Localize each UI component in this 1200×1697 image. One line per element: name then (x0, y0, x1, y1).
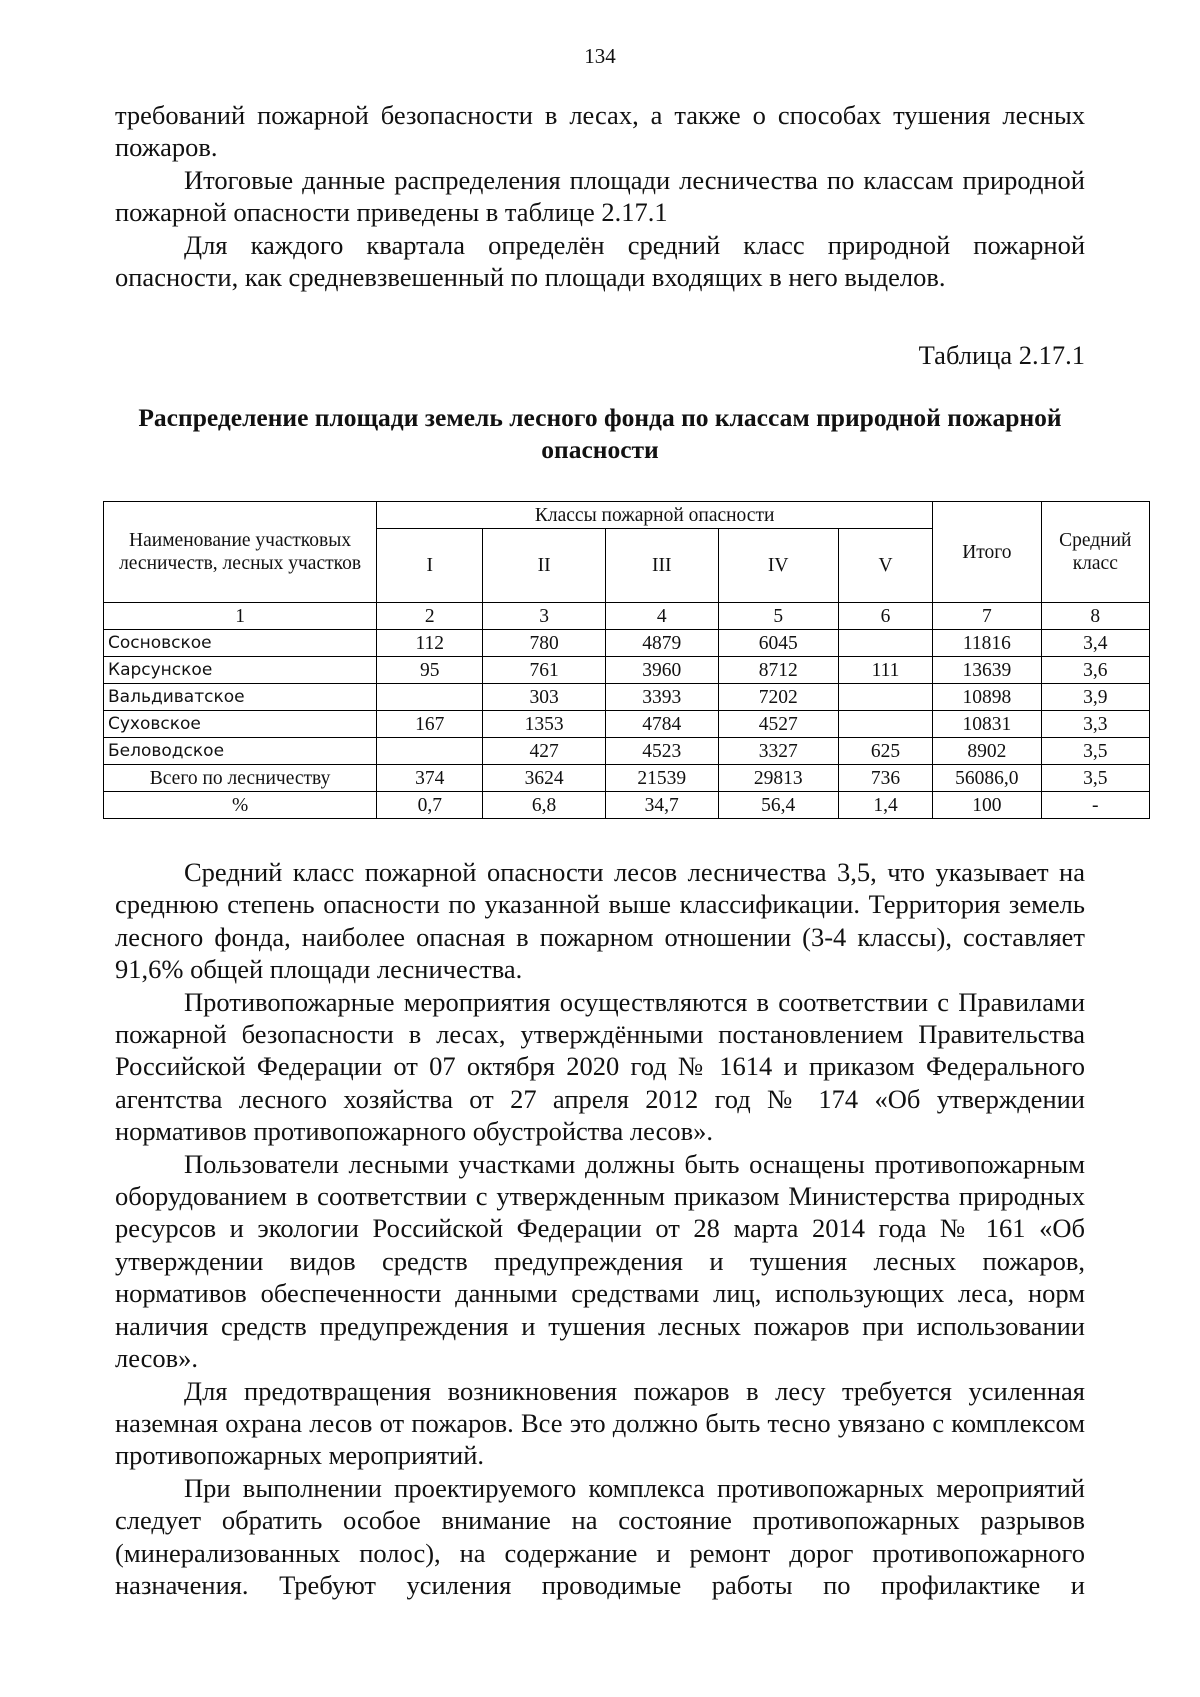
table-cell: 3624 (483, 765, 605, 792)
paragraph: Для каждого квартала определён средний класс природной пожарной опасности, как средневзвешенный по площади входящих в него выделов. (115, 229, 1085, 293)
row-name-cell: Беловодское (104, 738, 377, 765)
table-cell: 95 (377, 657, 483, 684)
fire-class-table (103, 501, 1150, 819)
paragraph: Противопожарные мероприятия осуществляются в соответствии с Правилами пожарной безопасности в лесах, утверждёнными постановлением Правительства Российской Федерации от 07 октября 2020 год № 1614 и приказом Федерального агентства лесного хозяйства от 27 апреля 2012 год № 174 «Об утверждении нормативов противопожарного обустройства лесов». (115, 986, 1085, 1147)
col-number-cell: 3 (483, 603, 605, 630)
table-cell: 29813 (718, 765, 838, 792)
table-cell: 112 (377, 630, 483, 657)
table-cell: 8712 (718, 657, 838, 684)
table-cell: 10898 (933, 684, 1041, 711)
table-cell: 427 (483, 738, 605, 765)
table-title: Распределение площади земель лесного фонда по классам природной пожарной опасности (138, 403, 1062, 464)
row-name-cell: % (104, 792, 377, 819)
table-cell: 1,4 (838, 792, 932, 819)
table-cell: 100 (933, 792, 1041, 819)
paragraph: Итоговые данные распределения площади лесничества по классам природной пожарной опасности приведены в таблице 2.17.1 (115, 164, 1085, 228)
class-label-cell: I (377, 529, 483, 603)
table-row (104, 657, 1150, 684)
table-row (104, 630, 1150, 657)
paragraph: требований пожарной безопасности в лесах, а также о способах тушения лесных пожаров. (115, 100, 1085, 163)
row-name-cell: Суховское (104, 711, 377, 738)
table-cell: 303 (483, 684, 605, 711)
table-cell: 780 (483, 630, 605, 657)
table-cell: 3,6 (1041, 657, 1149, 684)
table-cell: 21539 (605, 765, 718, 792)
table-cell: 4879 (605, 630, 718, 657)
table-row (104, 684, 1150, 711)
table-row (104, 738, 1150, 765)
row-name-cell: Всего по лесничеству (104, 765, 377, 792)
table-cell: 374 (377, 765, 483, 792)
table-cell: 10831 (933, 711, 1041, 738)
table-cell: 3,3 (1041, 711, 1149, 738)
table-cell: 0,7 (377, 792, 483, 819)
table-cell: 3960 (605, 657, 718, 684)
table-cell: 3393 (605, 684, 718, 711)
table-cell: 761 (483, 657, 605, 684)
table-cell: 56,4 (718, 792, 838, 819)
table-cell: 8902 (933, 738, 1041, 765)
table-caption: Таблица 2.17.1 (918, 340, 1085, 370)
col-number-cell: 1 (104, 603, 377, 630)
table-cell: 7202 (718, 684, 838, 711)
row-name-cell: Карсунское (104, 657, 377, 684)
row-name-cell: Сосновское (104, 630, 377, 657)
table-cell: 13639 (933, 657, 1041, 684)
table-cell: 6045 (718, 630, 838, 657)
class-label-cell: V (838, 529, 932, 603)
table-cell: 3,5 (1041, 738, 1149, 765)
body-text (115, 856, 1085, 1601)
paragraph: Пользователи лесными участками должны быть оснащены противопожарным оборудованием в соответствии с утвержденным приказом Министерства природных ресурсов и экологии Российской Федерации от 28 марта 2014 года № 161 «Об утверждении видов средств предупреждения и тушения лесных пожаров, нормативов обеспеченности данными средствами лиц, использующих леса, норм наличия средств предупреждения и тушения лесных пожаров при использовании лесов». (115, 1148, 1085, 1374)
table-cell: 34,7 (605, 792, 718, 819)
table-cell: - (1041, 792, 1149, 819)
page-number: 134 (584, 44, 616, 68)
class-label-cell: II (483, 529, 605, 603)
intro-text (115, 99, 1085, 293)
table-cell: 4523 (605, 738, 718, 765)
row-name-cell: Вальдиватское (104, 684, 377, 711)
table-cell: 3,9 (1041, 684, 1149, 711)
col-number-cell: 6 (838, 603, 932, 630)
table-cell: 11816 (933, 630, 1041, 657)
table-header-row (104, 502, 1150, 529)
header-avg-cell: Средний класс (1041, 502, 1149, 603)
table-total-row (104, 765, 1150, 792)
paragraph: Для предотвращения возникновения пожаров в лесу требуется усиленная наземная охрана лесов от пожаров. Все это должно быть тесно увязано с комплексом противопожарных мероприятий. (115, 1375, 1085, 1471)
col-number-cell: 5 (718, 603, 838, 630)
col-number-cell: 8 (1041, 603, 1149, 630)
table-cell: 167 (377, 711, 483, 738)
table-cell: 3,5 (1041, 765, 1149, 792)
class-label-cell: III (605, 529, 718, 603)
table-col-number-row (104, 603, 1150, 630)
table-cell: 3327 (718, 738, 838, 765)
table-cell: 625 (838, 738, 932, 765)
table-cell (838, 711, 932, 738)
table-percent-row (104, 792, 1150, 819)
col-number-cell: 4 (605, 603, 718, 630)
table-cell: 1353 (483, 711, 605, 738)
col-number-cell: 2 (377, 603, 483, 630)
header-classes-cell: Классы пожарной опасности (377, 502, 933, 529)
table-cell: 56086,0 (933, 765, 1041, 792)
header-total-cell: Итого (933, 502, 1041, 603)
paragraph: При выполнении проектируемого комплекса противопожарных мероприятий следует обратить особое внимание на состояние противопожарных разрывов (минерализованных полос), на содержание и ремонт дорог противопожарного назначения. Требуют усиления проводимые работы по профилактике и (115, 1472, 1085, 1600)
table-cell (377, 684, 483, 711)
table-row (104, 711, 1150, 738)
table-cell: 736 (838, 765, 932, 792)
header-name-cell: Наименование участковых лесничеств, лесных участков (104, 502, 377, 603)
table-cell: 6,8 (483, 792, 605, 819)
table-cell: 4784 (605, 711, 718, 738)
col-number-cell: 7 (933, 603, 1041, 630)
table-cell: 111 (838, 657, 932, 684)
table-cell (838, 684, 932, 711)
class-label-cell: IV (718, 529, 838, 603)
table-cell: 4527 (718, 711, 838, 738)
paragraph: Средний класс пожарной опасности лесов лесничества 3,5, что указывает на среднюю степень опасности по указанной выше классификации. Территория земель лесного фонда, наиболее опасная в пожарном отношении (3-4 классы), составляет 91,6% общей площади лесничества. (115, 857, 1085, 985)
table-cell (838, 630, 932, 657)
table-cell (377, 738, 483, 765)
table-cell: 3,4 (1041, 630, 1149, 657)
